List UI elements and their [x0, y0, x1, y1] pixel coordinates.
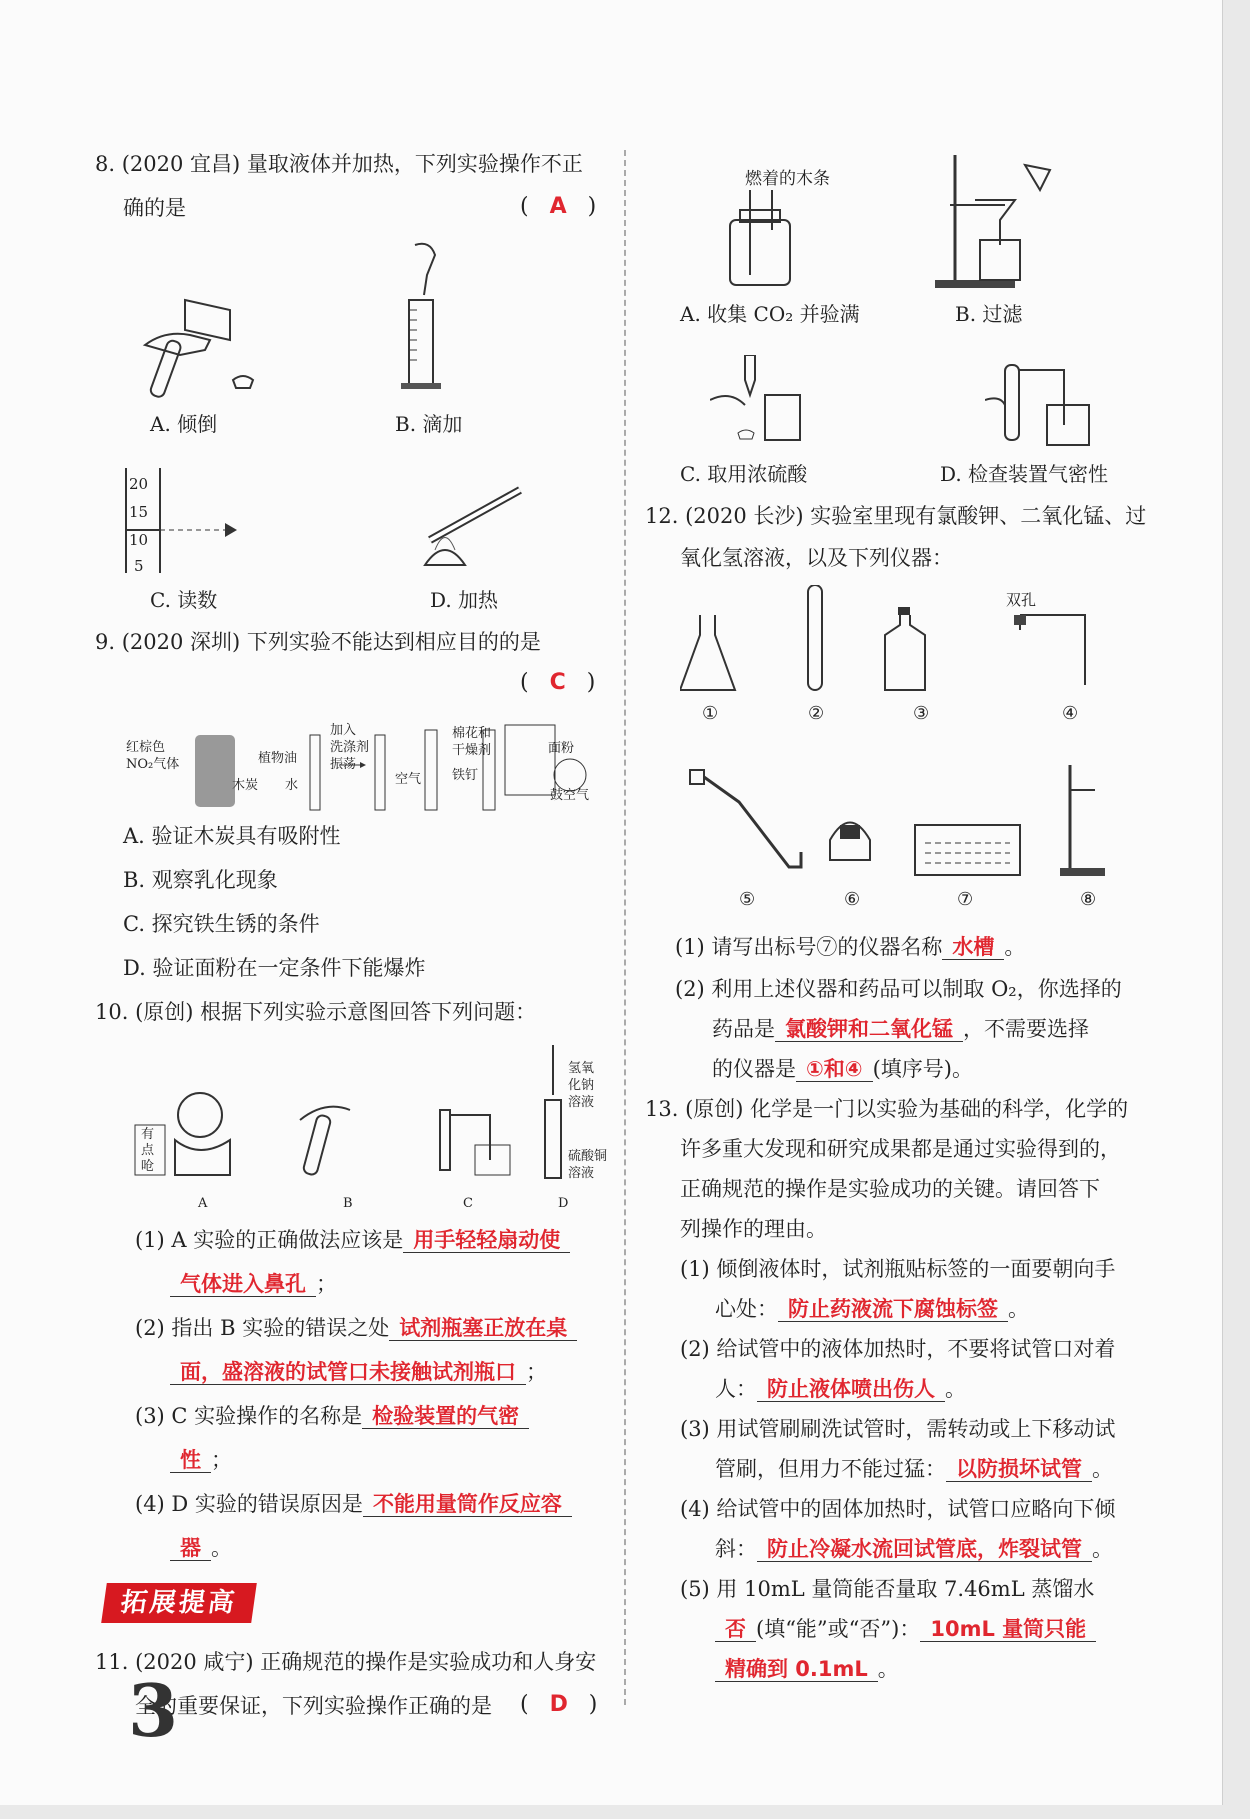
q13-stem-line2: 许多重大发现和研究成果都是通过实验得到的， [680, 1137, 1121, 1161]
q9-answer-bracket: ( C ) [520, 670, 596, 695]
q10-sub1-cont [170, 1270, 337, 1298]
heating-illustration [405, 480, 535, 580]
q10-figure [130, 1040, 590, 1190]
scale-20: 20 [129, 475, 149, 493]
q13-s1-prefix: 心处： [715, 1297, 778, 1321]
q8-answer: A [549, 194, 567, 219]
q13-s5-answer-2: 10mL 量筒只能 [920, 1617, 1096, 1642]
q13-s3-answer: 以防损坏试管 [946, 1457, 1092, 1482]
q13-s2-period: 。 [945, 1377, 966, 1401]
q10-sub1 [135, 1226, 570, 1254]
q9-label-air: 空气 [395, 772, 422, 787]
q8-option-a: A. 倾倒 [150, 412, 218, 436]
apparatus-number-7: ⑦ [957, 889, 974, 910]
q10-sub2 [135, 1314, 577, 1342]
q10-sub3 [135, 1402, 529, 1430]
scale-10: 10 [129, 531, 149, 549]
q10-sub1-answer-2: 气体进入鼻孔 [170, 1272, 316, 1297]
apparatus-number-6: ⑥ [844, 889, 861, 910]
q12-label-hole: 双孔 [1006, 591, 1037, 609]
q9-label-detergent: 洗涤剂 [330, 740, 370, 755]
airtightness-illustration [985, 355, 1095, 450]
q9-option-d: D. 验证面粉在一定条件下能爆炸 [123, 956, 426, 980]
q9-label-add: 加入 [330, 723, 357, 738]
q13-s1-period: 。 [1008, 1297, 1029, 1321]
q11-label-wood: 燃着的木条 [745, 169, 830, 189]
apparatus-number-8: ⑧ [1080, 889, 1097, 910]
q12-apparatus-row1 [680, 585, 1120, 695]
q9-label-water: 水 [285, 778, 299, 793]
q13-stem-line4: 列操作的理由。 [680, 1217, 827, 1241]
q8-answer-bracket: ( A ) [520, 194, 597, 219]
q12-stem-line2: 氧化氢溶液，以及下列仪器： [680, 546, 953, 570]
dropping-illustration [395, 240, 465, 395]
q9-label-cotton: 棉花和 [452, 726, 492, 741]
q11-stem-line1: 11. (2020 咸宁) 正确规范的操作是实验成功和人身安 [95, 1650, 597, 1674]
q13-s1-line2 [715, 1295, 1029, 1323]
q10-label-cuso4: 硫酸铜溶液 [568, 1149, 608, 1181]
q13-s2-line1: (2) 给试管中的液体加热时，不要将试管口对着 [680, 1337, 1116, 1361]
co2-collection-illustration [720, 190, 810, 290]
q8-stem-line1: 8. (2020 宜昌) 量取液体并加热，下列实验操作不正 [95, 152, 583, 176]
q9-label-blow: 鼓空气 [550, 788, 590, 803]
q10-sub3-answer-2: 性 [170, 1448, 211, 1473]
q9-option-c: C. 探究铁生锈的条件 [123, 912, 320, 936]
filtration-illustration [935, 155, 1055, 290]
q13-s2-line2 [715, 1375, 966, 1403]
q13-s5-answer-1: 否 [715, 1617, 756, 1642]
q9-label-nail: 铁钉 [452, 768, 479, 783]
q10-sub4 [135, 1490, 572, 1518]
q10-label-choke: 有点呛 [141, 1127, 155, 1174]
q12-sub2-answer-2: ①和④ [796, 1057, 873, 1082]
q12-sub2-suffix: (填序号)。 [872, 1057, 973, 1081]
q12-stem-line1: 12. (2020 长沙) 实验室里现有氯酸钾、二氧化锰、过 [645, 504, 1147, 528]
q10-label-naoh: 氢氧化钠溶液 [568, 1061, 595, 1110]
q13-s5-mid: (填“能”或“否”)： [756, 1617, 921, 1641]
pouring-illustration [125, 285, 255, 400]
q9-label-desiccant: 干燥剂 [452, 743, 492, 758]
q13-s3-period: 。 [1092, 1457, 1113, 1481]
q8-option-c: C. 读数 [150, 588, 218, 612]
apparatus-number-5: ⑤ [739, 889, 756, 910]
q13-s3-line2 [715, 1455, 1113, 1483]
q10-sub1-answer-1: 用手轻轻扇动使 [403, 1228, 570, 1253]
q9-figure [125, 720, 605, 825]
q13-s4-period: 。 [1092, 1537, 1113, 1561]
q12-sub1-prefix: (1) 请写出标号⑦的仪器名称 [675, 935, 943, 959]
q10-sub4-prefix: (4) D 实验的错误原因是 [135, 1492, 363, 1516]
q13-s2-answer: 防止液体喷出伤人 [757, 1377, 945, 1402]
q13-s5-line1: (5) 用 10mL 量筒能否量取 7.46mL 蒸馏水 [680, 1577, 1095, 1601]
q13-s4-line2 [715, 1535, 1113, 1563]
q9-label-charcoal: 木炭 [232, 778, 259, 793]
q13-s2-prefix: 人： [715, 1377, 757, 1401]
q9-label-no2: NO₂气体 [126, 757, 180, 772]
q9-label-red: 红棕色 [126, 740, 166, 755]
q13-s3-line1: (3) 用试管刷刷洗试管时，需转动或上下移动试 [680, 1417, 1116, 1441]
q13-stem-line1: 13. (原创) 化学是一门以实验为基础的科学，化学的 [645, 1097, 1129, 1121]
q10-sub2-suffix: ； [526, 1360, 547, 1384]
q12-sub2-prefix2: 的仪器是 [712, 1057, 796, 1081]
q11-option-c: C. 取用浓硫酸 [680, 462, 808, 486]
q12-sub2-line2 [712, 1015, 1089, 1043]
q10-sub3-suffix: ； [211, 1448, 232, 1472]
q12-sub2-mid: ，不需要选择 [963, 1017, 1089, 1041]
q10-sub2-prefix: (2) 指出 B 实验的错误之处 [135, 1316, 390, 1340]
q10-sub2-cont [170, 1358, 547, 1386]
q8-option-d: D. 加热 [430, 588, 499, 612]
q13-s5-period: 。 [877, 1657, 899, 1681]
q10-sub4-answer-2: 器 [170, 1536, 211, 1561]
q10-sub1-prefix: (1) A 实验的正确做法应该是 [135, 1228, 404, 1252]
q10-sub3-answer-1: 检验装置的气密 [362, 1404, 529, 1429]
q10-label-c: C [463, 1196, 473, 1211]
q10-stem: 10. (原创) 根据下列实验示意图回答下列问题： [95, 1000, 537, 1024]
section-banner: 拓展提高 [101, 1583, 257, 1623]
q13-s5-answer-3: 精确到 0.1mL [715, 1657, 878, 1682]
q10-label-a: A [198, 1196, 208, 1211]
q11-answer: D [549, 1692, 568, 1717]
q13-stem-line3: 正确规范的操作是实验成功的关键。请回答下 [680, 1177, 1100, 1201]
q9-label-shake: 振荡 [330, 757, 357, 772]
q13-s3-prefix: 管刷，但用力不能过猛： [715, 1457, 946, 1481]
q10-label-d: D [558, 1196, 569, 1211]
q13-s4-line1: (4) 给试管中的固体加热时，试管口应略向下倾 [680, 1497, 1116, 1521]
page-number: 3 [128, 1668, 179, 1753]
q8-stem-line2: 确的是 [123, 196, 186, 220]
q11-answer-bracket: ( D ) [520, 1692, 598, 1717]
q12-sub2-prefix: 药品是 [712, 1017, 775, 1041]
q10-sub4-cont [170, 1534, 232, 1562]
q11-option-a: A. 收集 CO₂ 并验满 [680, 302, 860, 326]
q13-s1-line1: (1) 倾倒液体时，试剂瓶贴标签的一面要朝向手 [680, 1257, 1116, 1281]
apparatus-number-3: ③ [913, 703, 930, 724]
q10-sub1-suffix: ； [316, 1272, 337, 1296]
q10-sub4-suffix: 。 [211, 1536, 232, 1560]
q9-label-flour: 面粉 [548, 741, 575, 756]
scale-5: 5 [134, 557, 144, 575]
q10-sub3-cont [170, 1446, 232, 1474]
q11-option-d: D. 检查装置气密性 [940, 462, 1109, 486]
q13-s4-prefix: 斜： [715, 1537, 757, 1561]
q10-sub4-answer-1: 不能用量筒作反应容 [363, 1492, 572, 1517]
q9-label-oil: 植物油 [258, 751, 298, 766]
q12-sub2-answer: 氯酸钾和二氧化锰 [775, 1017, 963, 1042]
q12-sub1-suffix: 。 [1004, 935, 1026, 959]
q11-stem-line2: 全的重要保证，下列实验操作正确的是 [135, 1694, 492, 1718]
q13-s5-line3 [715, 1655, 899, 1683]
apparatus-number-2: ② [808, 703, 825, 724]
q10-sub3-prefix: (3) C 实验操作的名称是 [135, 1404, 363, 1428]
q13-s4-answer: 防止冷凝水流回试管底，炸裂试管 [757, 1537, 1092, 1562]
q12-apparatus-row2 [685, 765, 1115, 880]
apparatus-number-4: ④ [1062, 703, 1079, 724]
q12-sub2-line1: (2) 利用上述仪器和药品可以制取 O₂，你选择的 [675, 977, 1122, 1001]
acid-illustration [710, 355, 810, 445]
q10-sub2-answer-2: 面，盛溶液的试管口未接触试剂瓶口 [170, 1360, 526, 1385]
q11-option-b: B. 过滤 [955, 302, 1023, 326]
q9-answer: C [549, 670, 566, 695]
q9-option-b: B. 观察乳化现象 [123, 868, 278, 892]
q12-sub1-answer: 水槽 [942, 935, 1004, 960]
q9-option-a: A. 验证木炭具有吸附性 [123, 824, 341, 848]
q10-sub2-answer-1: 试剂瓶塞正放在桌 [389, 1316, 577, 1341]
q10-label-b: B [343, 1196, 353, 1211]
column-divider [624, 150, 626, 1705]
q13-s5-line2 [715, 1615, 1096, 1643]
apparatus-number-1: ① [702, 703, 719, 724]
q13-s1-answer: 防止药液流下腐蚀标签 [778, 1297, 1008, 1322]
q8-option-b: B. 滴加 [395, 412, 463, 436]
q12-sub1 [675, 933, 1025, 961]
scale-15: 15 [129, 503, 149, 521]
q12-sub2-line3 [712, 1055, 973, 1083]
q9-stem: 9. (2020 深圳) 下列实验不能达到相应目的的是 [95, 630, 541, 654]
